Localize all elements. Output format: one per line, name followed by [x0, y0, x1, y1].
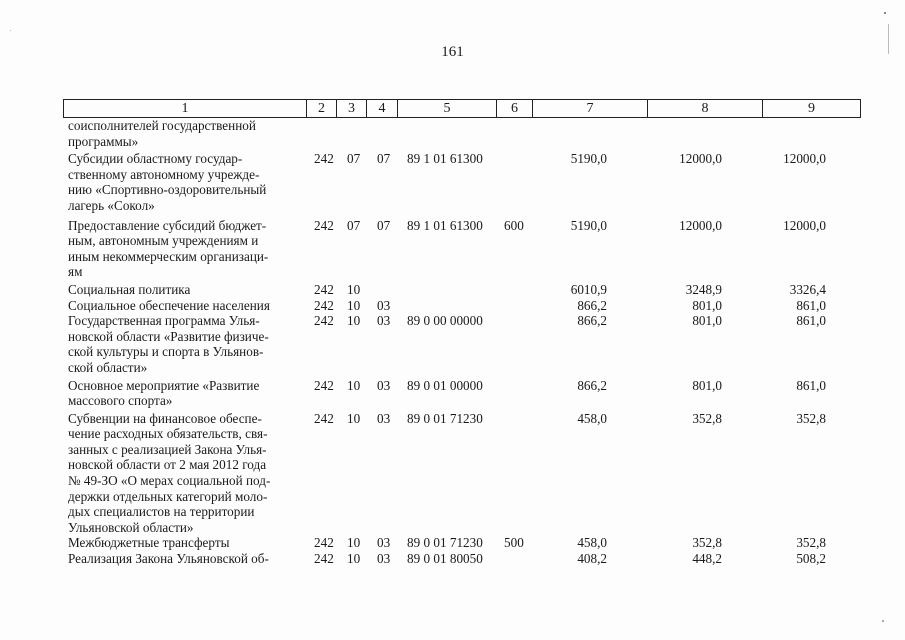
- row-name: [63, 218, 308, 280]
- cell-col-9: 352,8: [796, 410, 826, 426]
- row-name: [63, 151, 308, 213]
- cell-col-6: 600: [504, 217, 524, 233]
- cell-col-5: 89 0 00 00000: [407, 313, 483, 329]
- row-name-line: Ульяновской области»: [68, 519, 194, 535]
- row-name-line: занных с реализацией Закона Улья-: [68, 441, 267, 457]
- cell-col-8: 12000,0: [679, 217, 722, 233]
- row-name: [63, 535, 308, 551]
- header-col-7: 7: [533, 100, 648, 118]
- cell-col-7: 5190,0: [570, 151, 607, 167]
- cell-col-7: 5190,0: [570, 217, 607, 233]
- cell-col-8: 12000,0: [679, 151, 722, 167]
- cell-col-9: 12000,0: [783, 151, 826, 167]
- cell-col-3: 10: [347, 551, 361, 567]
- cell-col-9: 861,0: [796, 313, 826, 329]
- row-name-line: Предоставление субсидий бюджет-: [68, 217, 267, 233]
- cell-col-7: 6010,9: [570, 281, 607, 297]
- row-name-line: ской области»: [68, 359, 148, 375]
- cell-col-7: 866,2: [577, 377, 607, 393]
- cell-col-8: 801,0: [692, 377, 722, 393]
- table-row: [63, 551, 853, 567]
- cell-col-4: 03: [377, 313, 391, 329]
- table-row: [63, 378, 853, 409]
- cell-col-6: 500: [504, 535, 524, 551]
- row-name-line: чение расходных обязательств, свя-: [68, 426, 268, 442]
- table-row: [63, 118, 853, 149]
- cell-col-7: 458,0: [577, 410, 607, 426]
- page-number: 161: [441, 44, 464, 60]
- row-name: [63, 298, 308, 314]
- cell-col-8: 352,8: [692, 410, 722, 426]
- header-col-9: 9: [763, 100, 861, 118]
- cell-col-8: 3248,9: [685, 281, 722, 297]
- table-row: [63, 282, 853, 298]
- cell-col-7: 866,2: [577, 297, 607, 313]
- row-name-line: нию «Спортивно-оздоровительный: [68, 182, 267, 198]
- table-row: [63, 298, 853, 314]
- cell-col-2: 242: [314, 551, 334, 567]
- cell-col-3: 10: [347, 281, 361, 297]
- table-body: [63, 118, 853, 567]
- cell-col-8: 352,8: [692, 535, 722, 551]
- row-name: [63, 378, 308, 409]
- row-name-line: ям: [68, 264, 83, 280]
- header-col-6: 6: [497, 100, 533, 118]
- cell-col-3: 10: [347, 410, 361, 426]
- cell-col-2: 242: [314, 377, 334, 393]
- row-name-line: лагерь «Сокол»: [68, 197, 155, 213]
- row-name-line: новской области «Развитие физиче-: [68, 328, 269, 344]
- row-name-line: Субсидии областному государ-: [68, 151, 243, 167]
- cell-col-3: 10: [347, 377, 361, 393]
- cell-col-2: 242: [314, 297, 334, 313]
- cell-col-4: 03: [377, 297, 391, 313]
- cell-col-7: 458,0: [577, 535, 607, 551]
- cell-col-5: 89 0 01 80050: [407, 551, 483, 567]
- table-row: [63, 535, 853, 551]
- cell-col-7: 866,2: [577, 313, 607, 329]
- row-name: [63, 118, 308, 149]
- table-row: [63, 218, 853, 280]
- cell-col-5: 89 1 01 61300: [407, 151, 483, 167]
- row-name-line: ской культуры и спорта в Ульянов-: [68, 344, 264, 360]
- header-col-2: 2: [307, 100, 337, 118]
- cell-col-4: 03: [377, 551, 391, 567]
- cell-col-4: 07: [377, 217, 391, 233]
- cell-col-5: 89 0 01 71230: [407, 535, 483, 551]
- cell-col-4: 03: [377, 377, 391, 393]
- row-name: [63, 282, 308, 298]
- cell-col-9: 861,0: [796, 377, 826, 393]
- cell-col-7: 408,2: [577, 551, 607, 567]
- row-name-line: массового спорта»: [68, 393, 173, 409]
- cell-col-5: 89 0 01 71230: [407, 410, 483, 426]
- row-name-line: новской области от 2 мая 2012 года: [68, 457, 267, 473]
- row-name-line: Основное мероприятие «Развитие: [68, 377, 260, 393]
- row-name-line: Государственная программа Улья-: [68, 313, 260, 329]
- cell-col-2: 242: [314, 410, 334, 426]
- cell-col-3: 10: [347, 313, 361, 329]
- cell-col-9: 3326,4: [789, 281, 826, 297]
- row-name-line: ственному автономному учрежде-: [68, 166, 260, 182]
- cell-col-9: 12000,0: [783, 217, 826, 233]
- cell-col-2: 242: [314, 535, 334, 551]
- cell-col-9: 352,8: [796, 535, 826, 551]
- cell-col-4: 03: [377, 410, 391, 426]
- row-name-line: ным, автономным учреждениям и: [68, 233, 259, 249]
- cell-col-3: 10: [347, 535, 361, 551]
- header-col-3: 3: [337, 100, 367, 118]
- table-row: [63, 151, 853, 213]
- row-name: [63, 411, 308, 536]
- cell-col-5: 89 1 01 61300: [407, 217, 483, 233]
- row-name-line: Социальная политика: [68, 281, 191, 297]
- cell-col-9: 508,2: [796, 551, 826, 567]
- cell-col-3: 07: [347, 217, 361, 233]
- row-name-line: Социальное обеспечение населения: [68, 297, 270, 313]
- cell-col-8: 801,0: [692, 313, 722, 329]
- cell-col-3: 07: [347, 151, 361, 167]
- row-name: [63, 313, 308, 375]
- cell-col-4: 07: [377, 151, 391, 167]
- row-name-line: Субвенции на финансовое обеспе-: [68, 410, 262, 426]
- header-col-4: 4: [367, 100, 398, 118]
- column-header-table: [63, 99, 861, 118]
- cell-col-2: 242: [314, 151, 334, 167]
- header-col-1: 1: [64, 100, 307, 118]
- cell-col-3: 10: [347, 297, 361, 313]
- cell-col-8: 448,2: [692, 551, 722, 567]
- cell-col-2: 242: [314, 313, 334, 329]
- row-name-line: № 49-ЗО «О мерах социальной под-: [68, 473, 271, 489]
- row-name-line: дых специалистов на территории: [68, 504, 255, 520]
- cell-col-9: 861,0: [796, 297, 826, 313]
- row-name-line: держки отдельных категорий моло-: [68, 488, 268, 504]
- cell-col-4: 03: [377, 535, 391, 551]
- cell-col-5: 89 0 01 00000: [407, 377, 483, 393]
- header-col-5: 5: [398, 100, 497, 118]
- row-name: [63, 551, 308, 567]
- cell-col-8: 801,0: [692, 297, 722, 313]
- table-row: [63, 313, 853, 375]
- table-row: [63, 411, 853, 536]
- row-name-line: иным некоммерческим организаци-: [68, 248, 269, 264]
- cell-col-2: 242: [314, 281, 334, 297]
- scan-speck: [884, 12, 886, 14]
- cell-col-2: 242: [314, 217, 334, 233]
- scan-edge-mark: [888, 24, 889, 54]
- scan-speck: [10, 30, 11, 31]
- row-name-line: программы»: [68, 133, 139, 149]
- scan-speck: [882, 620, 884, 622]
- row-name-line: Реализация Закона Ульяновской об-: [68, 551, 269, 567]
- header-col-8: 8: [648, 100, 763, 118]
- row-name-line: Межбюджетные трансферты: [68, 535, 230, 551]
- row-name-line: соисполнителей государственной: [68, 118, 256, 133]
